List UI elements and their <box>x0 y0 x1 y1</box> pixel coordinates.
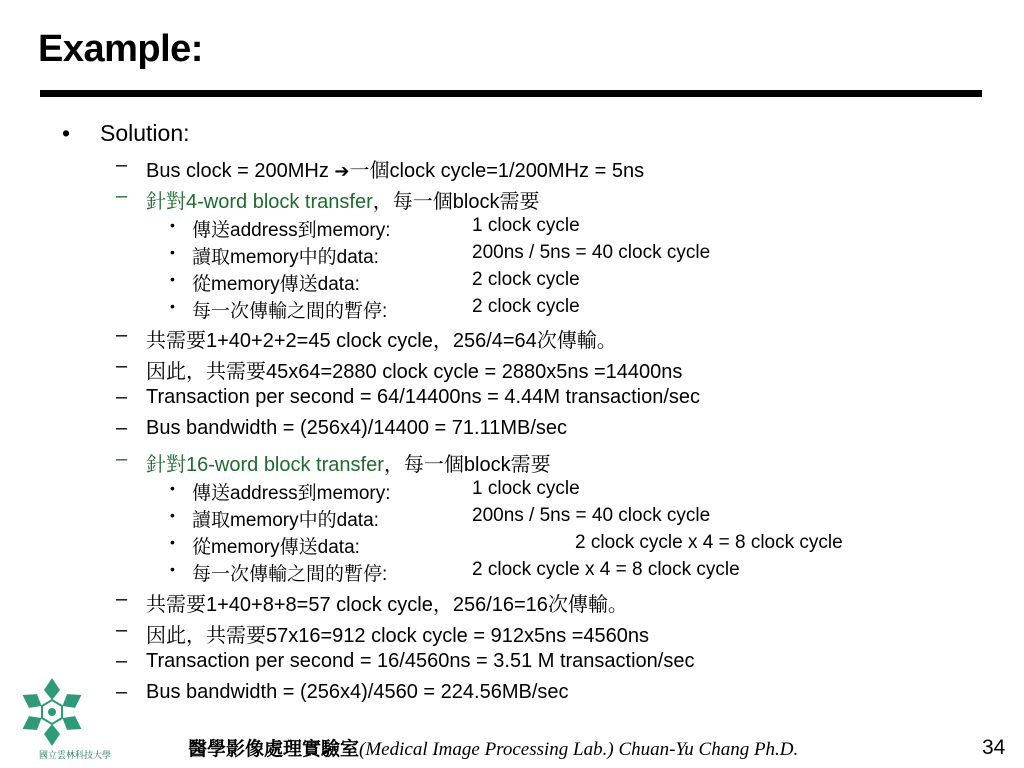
total-c: ， <box>432 592 453 616</box>
item-value: 2 clock cycle x 4 = 8 clock cycle <box>472 559 740 580</box>
arrow-right-icon: ➔ <box>334 161 350 181</box>
item-value: 200ns / 5ns = 40 clock cycle <box>472 505 711 526</box>
bandwidth-text: Bus bandwidth = (256x4)/4560 = 224.56MB/sec <box>146 681 569 703</box>
item-value: 1 clock cycle <box>472 478 580 499</box>
b4-b: 4-word block transfer <box>186 191 373 213</box>
item-part: 傳送 <box>192 219 231 241</box>
item-part: 到 <box>297 482 317 504</box>
b4-a: 針對 <box>146 189 186 213</box>
bus-clock-text-a: Bus clock = 200MHz <box>146 160 335 182</box>
item-value: 200ns / 5ns = 40 clock cycle <box>472 242 711 263</box>
dash-mark: – <box>116 417 128 439</box>
sub-bullet-mark: • <box>170 480 175 496</box>
footer-lab-cn: 醫學影像處理實驗室 <box>188 738 360 760</box>
dash-mark: – <box>116 355 128 377</box>
total-c: ， <box>432 328 453 352</box>
sub-bullet-mark: • <box>170 244 175 260</box>
total-b: 1+40+8+8=57 clock cycle <box>206 594 433 616</box>
item-part: memory <box>211 537 280 558</box>
dash-mark: – <box>116 154 128 176</box>
total-e: 次傳輸。 <box>536 328 617 352</box>
item-part: address <box>230 483 298 504</box>
sub-bullet-mark: • <box>170 298 175 314</box>
slide-title: Example: <box>38 28 203 70</box>
item-part: memory <box>230 247 299 268</box>
dash-mark: – <box>116 588 128 610</box>
dash-mark: – <box>116 681 128 703</box>
b4-d: block <box>452 191 500 213</box>
item-part: data: <box>317 537 360 558</box>
item-part: address <box>230 220 298 241</box>
b16-d: block <box>463 454 511 476</box>
item-part: memory <box>230 510 299 531</box>
item-part: data: <box>317 274 360 295</box>
item-part: memory: <box>316 220 391 241</box>
hence-b: 45x64=2880 clock cycle = 2880x5ns =14400ns <box>266 361 683 383</box>
total-d: 256/16=16 <box>452 594 548 616</box>
bandwidth-text: Bus bandwidth = (256x4)/14400 = 71.11MB/sec <box>146 417 568 439</box>
footer <box>188 734 798 761</box>
b16-c: ，每一個 <box>383 452 464 476</box>
total-a: 共需要 <box>146 328 206 352</box>
item-part: 從 <box>192 536 212 558</box>
b16-e: 需要 <box>510 452 551 476</box>
footer-lab-en: (Medical Image Processing Lab.) Chuan-Yu Chang Ph.D. <box>359 739 799 760</box>
item-part: 讀取 <box>192 509 231 531</box>
hence-a: 因此，共需要 <box>146 623 266 647</box>
item-part: 中的 <box>298 509 337 531</box>
item-value: 2 clock cycle <box>472 296 580 317</box>
b16-a: 針對 <box>146 452 186 476</box>
item-part: 讀取 <box>192 246 231 268</box>
item-part: 傳送 <box>192 482 231 504</box>
total-d: 256/4=64 <box>452 330 537 352</box>
item-part: memory: <box>316 483 391 504</box>
dash-mark: – <box>116 448 128 470</box>
total-e: 次傳輸。 <box>547 592 628 616</box>
item-part: 中的 <box>298 246 337 268</box>
bus-clock-text-b: 一個 <box>349 158 390 182</box>
item-part: : <box>382 564 388 585</box>
item-part: memory <box>211 274 280 295</box>
tps-text: Transaction per second = 64/14400ns = 4.44M transaction/sec <box>146 386 701 408</box>
item-value: 2 clock cycle <box>472 269 580 290</box>
item-value: 2 clock cycle x 4 = 8 clock cycle <box>575 532 843 553</box>
dash-mark: – <box>116 386 128 408</box>
item-part: 每一次傳輸之間的暫停 <box>192 300 383 322</box>
item-part: data: <box>336 510 379 531</box>
sub-bullet-mark: • <box>170 217 175 233</box>
hence-a: 因此，共需要 <box>146 359 266 383</box>
hence-b: 57x16=912 clock cycle = 912x5ns =4560ns <box>266 625 650 647</box>
item-value: 1 clock cycle <box>472 215 580 236</box>
dash-mark: – <box>116 185 128 207</box>
item-part: 每一次傳輸之間的暫停 <box>192 563 383 585</box>
total-b: 1+40+2+2=45 clock cycle <box>206 330 433 352</box>
sub-bullet-mark: • <box>170 507 175 523</box>
sub-bullet-mark: • <box>170 561 175 577</box>
item-part: : <box>382 301 388 322</box>
total-a: 共需要 <box>146 592 206 616</box>
b4-c: ，每一個 <box>372 189 453 213</box>
bullet-mark: • <box>62 120 71 146</box>
sub-bullet-mark: • <box>170 271 175 287</box>
b4-e: 需要 <box>499 189 540 213</box>
title-divider <box>40 90 982 97</box>
tps-text: Transaction per second = 16/4560ns = 3.51 M transaction/sec <box>146 650 695 672</box>
dash-mark: – <box>116 324 128 346</box>
bus-clock-text-c: clock cycle=1/200MHz = 5ns <box>389 160 645 182</box>
solution-label: Solution: <box>100 120 190 146</box>
item-part: 傳送 <box>279 536 318 558</box>
item-part: 傳送 <box>279 273 318 295</box>
university-name: 國立雲林科技大學 <box>38 751 111 761</box>
item-part: 到 <box>297 219 317 241</box>
page-number: 34 <box>982 736 1006 759</box>
item-part: data: <box>336 247 379 268</box>
dash-mark: – <box>116 619 128 641</box>
item-part: 從 <box>192 273 212 295</box>
b16-b: 16-word block transfer <box>186 454 384 476</box>
dash-mark: – <box>116 650 128 672</box>
sub-bullet-mark: • <box>170 534 175 550</box>
